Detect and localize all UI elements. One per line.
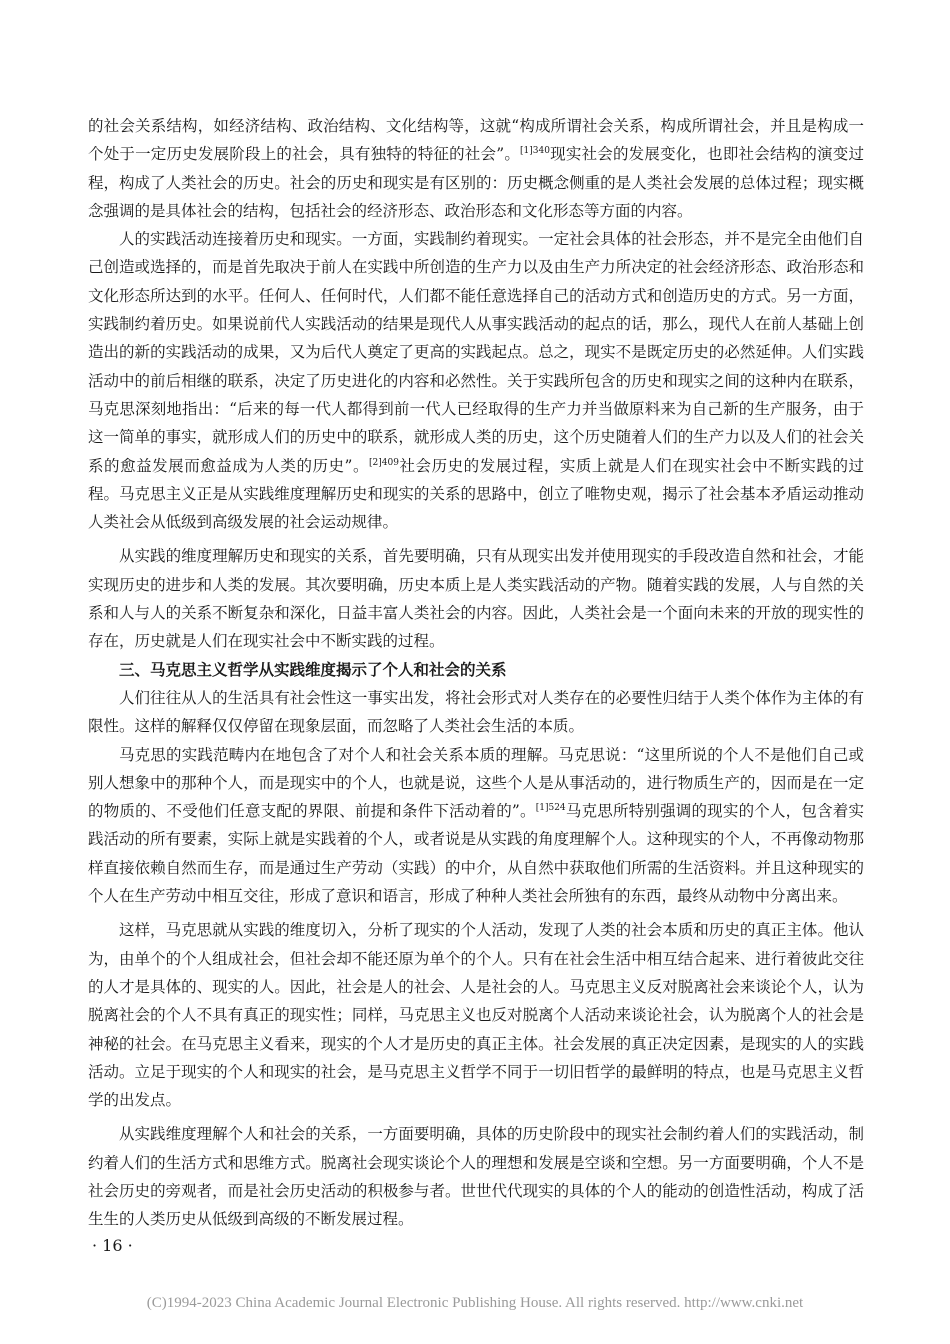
paragraph-text: 社会历史的发展过程，实质上就是人们在现实社会中不断实践的过程。马克思主义正是从实践维度理解历史和现实的关系的思路中，创立了唯物史观，揭示了社会基本矛盾运动推动人类社会从低级到高级发展的社会运动规律。 <box>88 456 864 532</box>
article-body <box>88 112 864 1234</box>
paragraph: 从实践维度理解个人和社会的关系，一方面要明确，具体的历史阶段中的现实社会制约着人们的实践活动，制约着人们的生活方式和思维方式。脱离社会现实谈论个人的理想和发展是空谈和空想。另一方面要明确，个人不是社会历史的旁观者，而是社会历史活动的积极参与者。世世代代现实的具体的个人的能动的创造性活动，构成了活生生的人类历史从低级到高级的不断发展过程。 <box>88 1125 864 1229</box>
paragraph-text: 马克思的实践范畴内在地包含了对个人和社会关系本质的理解。马克思说：“这里所说的个人不是他们自己或别人想象中的那种个人，而是现实中的个人，也就是说，这些个人是从事活动的，进行物质生产的，因而是在一定的物质的、不受他们任意支配的界限、前提和条件下活动着的”。 <box>88 745 864 821</box>
copyright-notice: (C)1994-2023 China Academic Journal Electronic Publishing House. All rights reserved. http://www.cnki.net <box>146 1295 804 1311</box>
paragraph <box>88 225 864 536</box>
citation-ref: [2]409 <box>369 457 399 468</box>
paragraph: 人们往往从人的生活具有社会性这一事实出发，将社会形式对人类存在的必要性归结于人类个体作为主体的有限性。这样的解释仅仅停留在现象层面，而忽略了人类社会生活的本质。 <box>88 688 864 736</box>
section-heading: 三、马克思主义哲学从实践维度揭示了个人和社会的关系 <box>119 660 507 679</box>
paragraph: 这样，马克思就从实践的维度切入，分析了现实的个人活动，发现了人类的社会本质和历史的真正主体。他认为，由单个的个人组成社会，但社会却不能还原为单个的个人。只有在社会生活中相互结合起来、进行着彼此交往的人才是具体的、现实的人。因此，社会是人的社会、人是社会的人。马克思主义反对脱离社会来谈论个人，认为脱离社会的个人不具有真正的现实性；同样，马克思主义也反对脱离个人活动来谈论社会，认为脱离个人的社会是神秘的社会。在马克思主义看来，现实的个人才是历史的真正主体。社会发展的真正决定因素，是现实的人的实践活动。立足于现实的个人和现实的社会，是马克思主义哲学不同于一切旧哲学的最鲜明的特点，也是马克思主义哲学的出发点。 <box>88 921 864 1110</box>
paragraph: 从实践的维度理解历史和现实的关系，首先要明确，只有从现实出发并使用现实的手段改造自然和社会，才能实现历史的进步和人类的发展。其次要明确，历史本质上是人类实践活动的产物。随着实践的发展，人与自然的关系和人与人的关系不断复杂和深化，日益丰富人类社会的内容。因此，人类社会是一个面向未来的开放的现实性的存在，历史就是人们在现实社会中不断实践的过程。 <box>88 547 864 651</box>
paragraph-text: 现实社会的发展变化，也即社会结构的演变过程，构成了人类社会的历史。社会的历史和现实是有区别的：历史概念侧重的是人类社会发展的总体过程；现实概念强调的是具体社会的结构，包括社会的经济形态、政治形态和文化形态等方面的内容。 <box>88 145 864 220</box>
paragraph-text: 的社会关系结构，如经济结构、政治结构、文化结构等，这就“构成所谓社会关系，构成所谓社会，并且是构成一个处于一定历史发展阶段上的社会，具有独特的特征的社会”。 <box>88 117 864 164</box>
citation-ref: [1]524 <box>535 803 566 814</box>
paragraph-text: 马克思所特别强调的现实的个人，包含着实践活动的所有要素，实际上就是实践着的个人，或者说是从实践的角度理解个人。这种现实的个人，不再像动物那样直接依赖自然而生存，而是通过生产劳动（实践）的中介，从自然中获取他们所需的生活资料。并且这种现实的个人在生产劳动中相互交往，形成了意识和语言，形成了种种人类社会所独有的东西，最终从动物中分离出来。 <box>88 802 864 906</box>
page-number: · 16 · <box>92 1236 133 1255</box>
paragraph <box>88 112 864 225</box>
paragraph <box>88 741 864 911</box>
citation-ref: [1]340 <box>520 146 550 157</box>
paragraph-text: 人的实践活动连接着历史和现实。一方面，实践制约着现实。一定社会具体的社会形态，并不是完全由他们自己创造或选择的，而是首先取决于前人在实践中所创造的生产力以及由生产力所决定的社会经济形态、政治形态和文化形态所达到的水平。任何人、任何时代，人们都不能任意选择自己的活动方式和创造历史的方式。另一方面，实践制约着历史。如果说前代人实践活动的结果是现代人从事实践活动的起点的话，那么，现代人在前人基础上创造出的新的实践活动的成果，又为后代人奠定了更高的实践起点。总之，现实不是既定历史的必然延伸。人们实践活动中的前后相继的联系，决定了历史进化的内容和必然性。关于实践所包含的历史和现实之间的这种内在联系，马克思深刻地指出：“后来的每一代人都得到前一代人已经取得的生产力并当做原料来为自己新的生产服务，由于这一简单的事实，就形成人们的历史中的联系，就形成人类的历史，这个历史随着人们的生产力以及人们的社会关系的愈益发展而愈益成为人类的历史”。 <box>88 230 864 475</box>
